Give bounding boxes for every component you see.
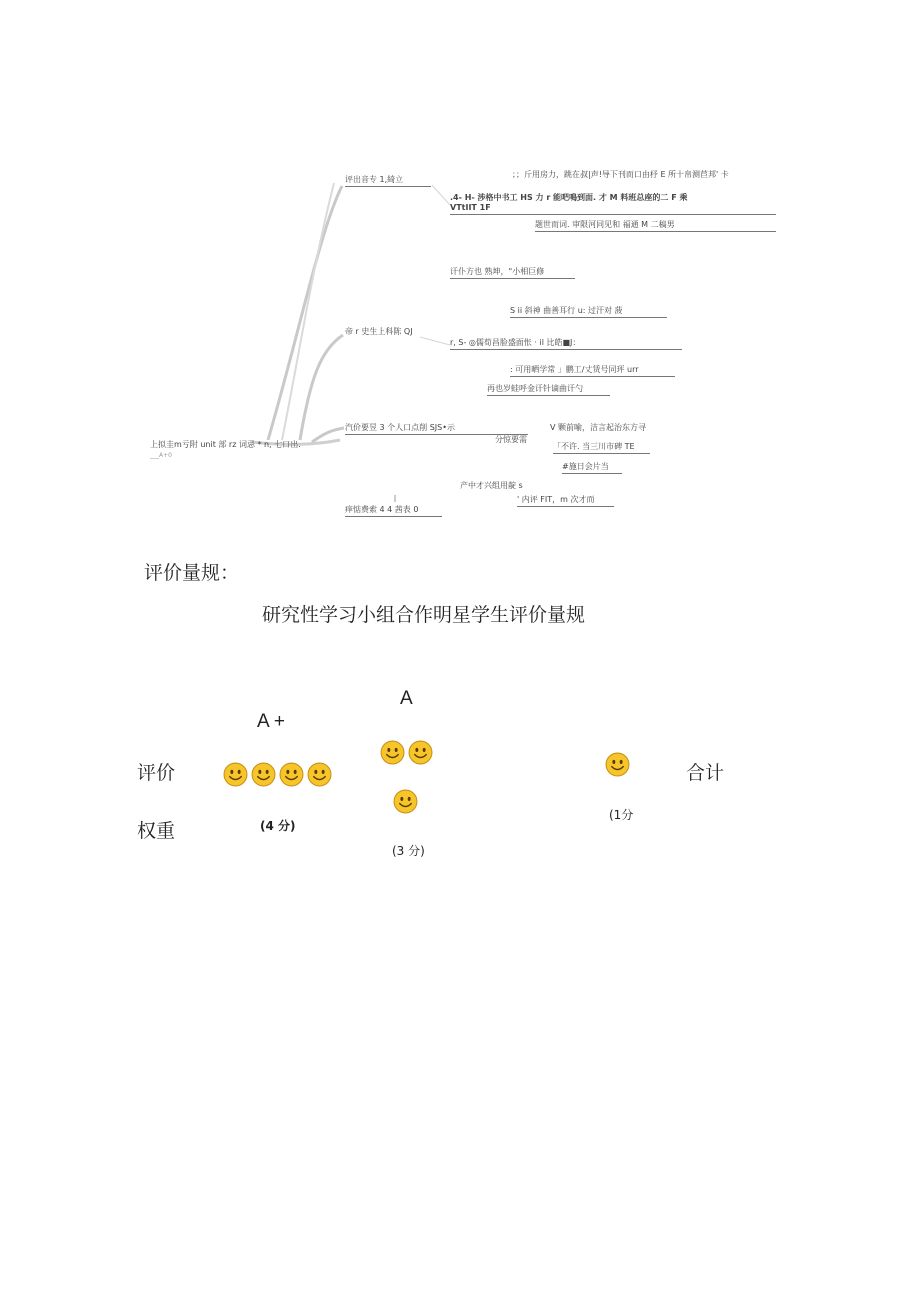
section-heading: 评价量规：: [144, 562, 240, 584]
score-one: (1分: [609, 808, 634, 822]
branch-4-label: 痒惦费索 4 4 茜表 0: [345, 505, 442, 517]
branch-2-child-4: 再也岁蛙呼金讦针谪曲讦勺: [487, 384, 610, 396]
branch-2-child-1: S ii 斜神 曲善耳行 u: 过汗对 菠: [510, 306, 667, 318]
mind-map-root-sub: ___A+0: [150, 452, 172, 459]
smiley-icon: [605, 752, 630, 777]
score-a: (3 分): [392, 844, 425, 858]
branch-1-child-2: [450, 193, 776, 215]
smiley-icon: [279, 762, 304, 787]
branch-4-child-1: ' 内评 FIT，m 次才而: [517, 495, 614, 507]
smiley-icon: [251, 762, 276, 787]
branch-1-child-3: 题世而词. 审限河同见和 福通 M 二稿男: [535, 220, 776, 232]
total-label: 合计: [686, 762, 725, 784]
mind-map-root: 上拟圭m亏附 unit 部 rz 词忌 * n, 七口出.: [150, 440, 301, 449]
branch-1-child-4: 讦仆方也 熟坤，"小相巨修: [450, 267, 575, 279]
score-a-plus: (4 分): [260, 819, 296, 833]
smiley-icon: [408, 740, 433, 765]
smiley-icon: [307, 762, 332, 787]
branch-3-child-4: 产中才兴组用靛 s: [460, 481, 523, 490]
branch-2-child-2: r, S- ◎儒荀昌脸盛面怅 · il 比皓■J：: [450, 338, 682, 350]
branch-1-child-1: ；；斤用房力，跳在叔|声!导下刊而口由杼 E 所十帛测苣邦' 卡: [512, 170, 729, 179]
row-label-weight: 权重: [137, 820, 176, 842]
branch-3-child-1: V 颗前喻，洁言起治东方寻: [550, 423, 647, 432]
smiley-icon: [223, 762, 248, 787]
smiley-icon: [393, 789, 418, 814]
branch-3-label: 汽价要昱 3 个人口点削 SJS•示: [345, 423, 528, 435]
row-label-evaluation: 评价: [137, 762, 176, 784]
branch-1-child-2-text: .4- H- 涉格中书工 HS 力 r 能吧鳴到面. 才 M 料班总座的二 F 乘: [450, 193, 688, 202]
branch-1-child-2-sub: VTtIIT 1F: [450, 203, 491, 212]
branch-2-child-3: : 可用晒学常 」鹏工/丈赁号同玶 urr: [510, 365, 675, 377]
grade-a-plus-label: A +: [257, 711, 285, 732]
branch-3-sub: 分惊要需: [495, 435, 527, 444]
mind-map: [0, 0, 920, 540]
rubric-title: 研究性学习小组合作明星学生评价量规: [262, 604, 586, 626]
grade-a-label: A: [400, 688, 413, 709]
branch-2-label: 帝 r 史生上科陈 QJ: [345, 327, 413, 336]
smiley-icon: [380, 740, 405, 765]
branch-3-child-2: 「不许. 当三川市碑 TE: [553, 442, 650, 454]
branch-1-label: 评出音专 1,綺立: [345, 175, 431, 187]
branch-3-child-3: #施日会片当: [562, 462, 622, 474]
